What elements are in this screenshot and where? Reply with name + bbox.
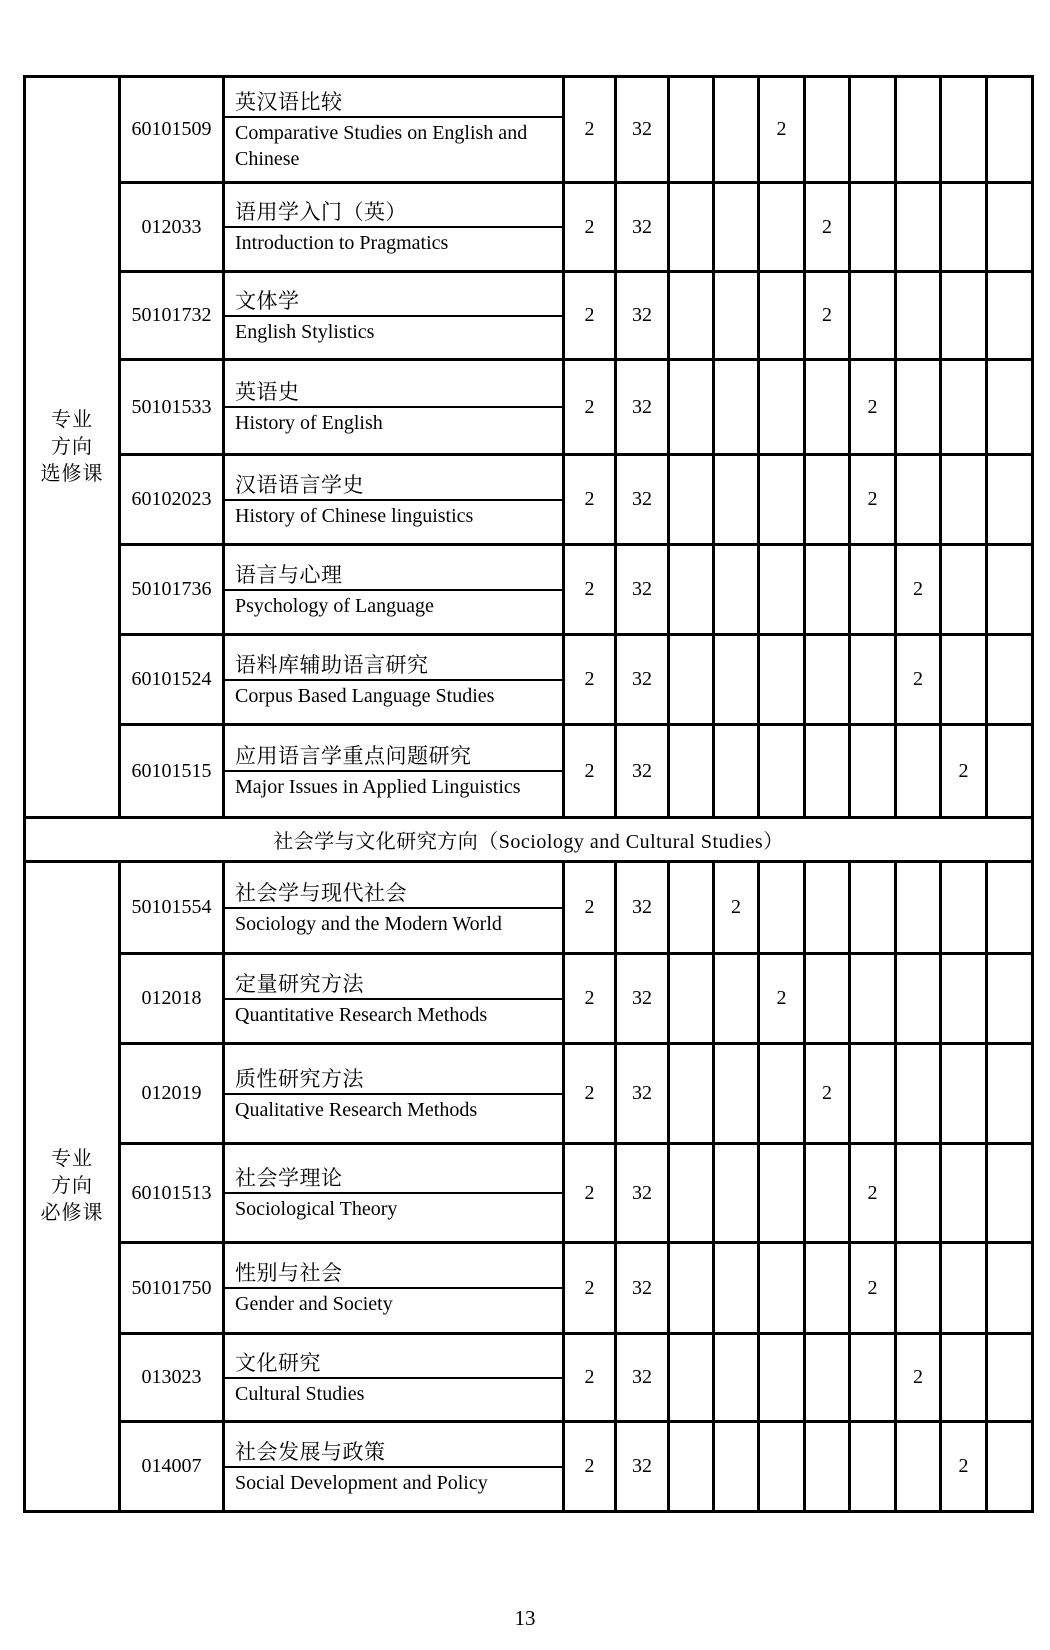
course-name-english: Quantitative Research Methods <box>235 1003 488 1026</box>
semester-cell <box>714 77 759 183</box>
hours-cell: 32 <box>616 545 669 635</box>
course-code-cell: 50101732 <box>120 272 224 360</box>
course-row <box>25 545 1033 635</box>
credits-cell: 2 <box>564 635 616 725</box>
semester-cell <box>714 183 759 272</box>
course-name-chinese: 语言与心理 <box>225 559 562 591</box>
course-name-cell <box>224 272 564 360</box>
semester-cell <box>941 545 987 635</box>
semester-cell <box>987 725 1033 818</box>
credits-cell: 2 <box>564 725 616 818</box>
semester-cell <box>759 455 805 545</box>
course-row <box>25 1334 1033 1422</box>
hours-cell: 32 <box>616 1422 669 1512</box>
credits-cell: 2 <box>564 360 616 455</box>
credits-cell: 2 <box>564 545 616 635</box>
semester-cell <box>805 1243 850 1334</box>
credits-cell: 2 <box>564 77 616 183</box>
hours-cell: 32 <box>616 272 669 360</box>
semester-cell: 2 <box>850 1243 896 1334</box>
semester-cell <box>714 272 759 360</box>
semester-cell <box>759 1044 805 1144</box>
semester-cell <box>850 954 896 1044</box>
semester-cell <box>987 1144 1033 1243</box>
hours-cell: 32 <box>616 455 669 545</box>
semester-cell <box>714 1144 759 1243</box>
semester-cell: 2 <box>759 77 805 183</box>
credits-cell: 2 <box>564 862 616 954</box>
semester-cell <box>805 1422 850 1512</box>
semester-cell <box>714 455 759 545</box>
semester-cell <box>896 272 941 360</box>
course-name-chinese: 社会发展与政策 <box>225 1436 562 1468</box>
semester-cell <box>669 77 714 183</box>
course-name-english: Major Issues in Applied Linguistics <box>235 776 521 798</box>
semester-cell <box>987 862 1033 954</box>
category-label-line: 必修课 <box>40 1202 104 1224</box>
semester-cell <box>669 1044 714 1144</box>
course-name-english: Introduction to Pragmatics <box>235 232 449 254</box>
course-name-cell <box>224 1334 564 1422</box>
semester-cell <box>669 862 714 954</box>
semester-cell <box>896 183 941 272</box>
course-code-cell: 50101554 <box>120 862 224 954</box>
semester-cell <box>805 862 850 954</box>
semester-cell <box>941 862 987 954</box>
semester-cell <box>759 1144 805 1243</box>
semester-cell <box>805 545 850 635</box>
category-label-line: 专业 <box>51 1148 93 1170</box>
course-name-english: Social Development and Policy <box>235 1471 488 1494</box>
course-name-cell <box>224 455 564 545</box>
semester-cell <box>941 635 987 725</box>
semester-cell <box>941 360 987 455</box>
category-cell <box>25 862 120 1512</box>
semester-cell: 2 <box>896 635 941 725</box>
semester-cell <box>850 635 896 725</box>
semester-cell <box>941 183 987 272</box>
semester-cell <box>896 862 941 954</box>
semester-cell <box>759 1422 805 1512</box>
semester-cell <box>669 1334 714 1422</box>
semester-cell <box>714 1334 759 1422</box>
course-row <box>25 1144 1033 1243</box>
curriculum-table <box>23 75 1034 1513</box>
course-name-chinese: 英语史 <box>225 376 562 408</box>
semester-cell <box>714 635 759 725</box>
course-row <box>25 1044 1033 1144</box>
course-name-chinese: 定量研究方法 <box>225 968 562 1000</box>
credits-cell: 2 <box>564 183 616 272</box>
semester-cell <box>850 183 896 272</box>
hours-cell: 32 <box>616 635 669 725</box>
semester-cell <box>941 77 987 183</box>
semester-cell <box>987 635 1033 725</box>
semester-cell <box>896 1144 941 1243</box>
credits-cell: 2 <box>564 272 616 360</box>
course-name-english: History of Chinese linguistics <box>235 504 474 527</box>
semester-cell <box>805 77 850 183</box>
semester-cell <box>987 272 1033 360</box>
course-name-chinese: 汉语语言学史 <box>225 469 562 501</box>
semester-cell <box>759 183 805 272</box>
course-row <box>25 635 1033 725</box>
semester-cell <box>714 545 759 635</box>
page-number: 13 <box>514 1606 536 1630</box>
course-row <box>25 954 1033 1044</box>
semester-cell <box>850 1422 896 1512</box>
semester-cell <box>941 1334 987 1422</box>
hours-cell: 32 <box>616 1044 669 1144</box>
course-code-cell: 50101533 <box>120 360 224 455</box>
semester-cell <box>987 360 1033 455</box>
course-name-english: Psychology of Language <box>235 594 434 617</box>
course-name-chinese: 应用语言学重点问题研究 <box>225 740 562 772</box>
course-name-english: English Stylistics <box>235 320 375 343</box>
course-name-english: History of English <box>235 412 383 434</box>
semester-cell: 2 <box>759 954 805 1044</box>
semester-cell <box>805 455 850 545</box>
course-name-cell <box>224 725 564 818</box>
semester-cell <box>941 1243 987 1334</box>
semester-cell: 2 <box>850 455 896 545</box>
semester-cell <box>714 1422 759 1512</box>
semester-cell <box>941 1044 987 1144</box>
course-name-chinese: 文化研究 <box>225 1347 562 1379</box>
semester-cell <box>669 360 714 455</box>
hours-cell: 32 <box>616 183 669 272</box>
course-code-cell: 50101750 <box>120 1243 224 1334</box>
semester-cell <box>669 545 714 635</box>
semester-cell <box>714 725 759 818</box>
course-name-chinese: 语料库辅助语言研究 <box>225 649 562 681</box>
course-name-chinese: 质性研究方法 <box>225 1063 562 1095</box>
hours-cell: 32 <box>616 725 669 818</box>
semester-cell <box>896 1422 941 1512</box>
semester-cell <box>987 455 1033 545</box>
semester-cell <box>759 862 805 954</box>
semester-cell <box>669 1144 714 1243</box>
course-name-english: Sociology and the Modern World <box>235 912 502 935</box>
course-code-cell: 012019 <box>120 1044 224 1144</box>
course-code-cell: 012033 <box>120 183 224 272</box>
semester-cell <box>896 725 941 818</box>
credits-cell: 2 <box>564 455 616 545</box>
credits-cell: 2 <box>564 1144 616 1243</box>
semester-cell <box>987 1044 1033 1144</box>
semester-cell <box>987 1422 1033 1512</box>
course-row <box>25 77 1033 183</box>
course-name-cell <box>224 1044 564 1144</box>
hours-cell: 32 <box>616 1334 669 1422</box>
semester-cell <box>714 1243 759 1334</box>
course-row <box>25 455 1033 545</box>
category-label-line: 专业 <box>51 408 93 431</box>
semester-cell <box>714 360 759 455</box>
semester-cell <box>896 954 941 1044</box>
hours-cell: 32 <box>616 954 669 1044</box>
course-code-cell: 014007 <box>120 1422 224 1512</box>
course-name-english: Qualitative Research Methods <box>235 1098 478 1121</box>
credits-cell: 2 <box>564 1334 616 1422</box>
semester-cell <box>759 272 805 360</box>
course-name-cell <box>224 545 564 635</box>
course-name-chinese: 社会学理论 <box>225 1162 562 1194</box>
course-name-cell <box>224 1144 564 1243</box>
semester-cell <box>805 725 850 818</box>
category-label-line: 选修课 <box>40 462 104 485</box>
semester-cell <box>759 545 805 635</box>
course-name-cell <box>224 1422 564 1512</box>
semester-cell <box>850 545 896 635</box>
category-label-line: 方向 <box>51 435 93 458</box>
semester-cell <box>759 1334 805 1422</box>
course-code-cell: 60101524 <box>120 635 224 725</box>
semester-cell <box>669 635 714 725</box>
hours-cell: 32 <box>616 1243 669 1334</box>
semester-cell: 2 <box>805 272 850 360</box>
semester-cell <box>987 954 1033 1044</box>
semester-cell <box>805 1334 850 1422</box>
semester-cell <box>805 360 850 455</box>
course-code-cell: 60101515 <box>120 725 224 818</box>
semester-cell <box>805 954 850 1044</box>
course-name-english: Sociological Theory <box>235 1198 398 1220</box>
semester-cell <box>850 862 896 954</box>
course-name-english: Corpus Based Language Studies <box>235 684 495 707</box>
course-name-cell <box>224 635 564 725</box>
semester-cell <box>941 272 987 360</box>
credits-cell: 2 <box>564 954 616 1044</box>
semester-cell: 2 <box>896 1334 941 1422</box>
semester-cell <box>759 360 805 455</box>
semester-cell <box>669 183 714 272</box>
semester-cell <box>850 1044 896 1144</box>
course-code-cell: 50101736 <box>120 545 224 635</box>
hours-cell: 32 <box>616 862 669 954</box>
course-name-cell <box>224 77 564 183</box>
category-label-line: 方向 <box>51 1175 93 1197</box>
semester-cell <box>850 725 896 818</box>
semester-cell: 2 <box>805 1044 850 1144</box>
course-name-chinese: 语用学入门（英） <box>225 196 562 228</box>
course-row <box>25 272 1033 360</box>
semester-cell <box>805 635 850 725</box>
course-name-cell <box>224 360 564 455</box>
semester-cell <box>896 1044 941 1144</box>
semester-cell <box>850 77 896 183</box>
semester-cell <box>987 77 1033 183</box>
semester-cell: 2 <box>941 1422 987 1512</box>
semester-cell: 2 <box>850 1144 896 1243</box>
course-name-cell <box>224 954 564 1044</box>
semester-cell <box>941 455 987 545</box>
semester-cell <box>759 1243 805 1334</box>
course-name-english: Cultural Studies <box>235 1382 365 1405</box>
semester-cell <box>805 1144 850 1243</box>
course-name-english: Gender and Society <box>235 1293 393 1315</box>
semester-cell <box>987 183 1033 272</box>
semester-cell <box>896 455 941 545</box>
semester-cell <box>941 1144 987 1243</box>
course-code-cell: 012018 <box>120 954 224 1044</box>
course-row <box>25 725 1033 818</box>
semester-cell <box>669 272 714 360</box>
credits-cell: 2 <box>564 1044 616 1144</box>
course-code-cell: 60101513 <box>120 1144 224 1243</box>
course-name-chinese: 性别与社会 <box>225 1257 562 1289</box>
section-divider-cell: 社会学与文化研究方向（Sociology and Cultural Studies） <box>25 818 1033 862</box>
hours-cell: 32 <box>616 360 669 455</box>
semester-cell: 2 <box>896 545 941 635</box>
semester-cell <box>850 1334 896 1422</box>
credits-cell: 2 <box>564 1422 616 1512</box>
course-code-cell: 60101509 <box>120 77 224 183</box>
semester-cell <box>669 455 714 545</box>
semester-cell <box>714 954 759 1044</box>
semester-cell <box>669 1422 714 1512</box>
course-row <box>25 360 1033 455</box>
course-row <box>25 183 1033 272</box>
semester-cell <box>669 1243 714 1334</box>
semester-cell <box>987 1334 1033 1422</box>
semester-cell <box>759 725 805 818</box>
course-name-chinese: 社会学与现代社会 <box>225 877 562 909</box>
course-name-chinese: 英汉语比较 <box>225 86 562 118</box>
course-code-cell: 013023 <box>120 1334 224 1422</box>
hours-cell: 32 <box>616 77 669 183</box>
course-name-cell <box>224 1243 564 1334</box>
hours-cell: 32 <box>616 1144 669 1243</box>
semester-cell <box>669 725 714 818</box>
course-row <box>25 1243 1033 1334</box>
course-code-cell: 60102023 <box>120 455 224 545</box>
credits-cell: 2 <box>564 1243 616 1334</box>
semester-cell: 2 <box>805 183 850 272</box>
semester-cell: 2 <box>941 725 987 818</box>
semester-cell <box>987 545 1033 635</box>
semester-cell <box>896 1243 941 1334</box>
semester-cell: 2 <box>714 862 759 954</box>
course-name-cell <box>224 862 564 954</box>
semester-cell <box>714 1044 759 1144</box>
semester-cell: 2 <box>850 360 896 455</box>
semester-cell <box>850 272 896 360</box>
course-row <box>25 862 1033 954</box>
course-name-cell <box>224 183 564 272</box>
category-cell <box>25 77 120 818</box>
course-row <box>25 1422 1033 1512</box>
semester-cell <box>669 954 714 1044</box>
semester-cell <box>759 635 805 725</box>
semester-cell <box>896 77 941 183</box>
semester-cell <box>987 1243 1033 1334</box>
course-name-chinese: 文体学 <box>225 285 562 317</box>
semester-cell <box>941 954 987 1044</box>
semester-cell <box>896 360 941 455</box>
course-name-english: Comparative Studies on English and Chinese <box>235 121 528 170</box>
